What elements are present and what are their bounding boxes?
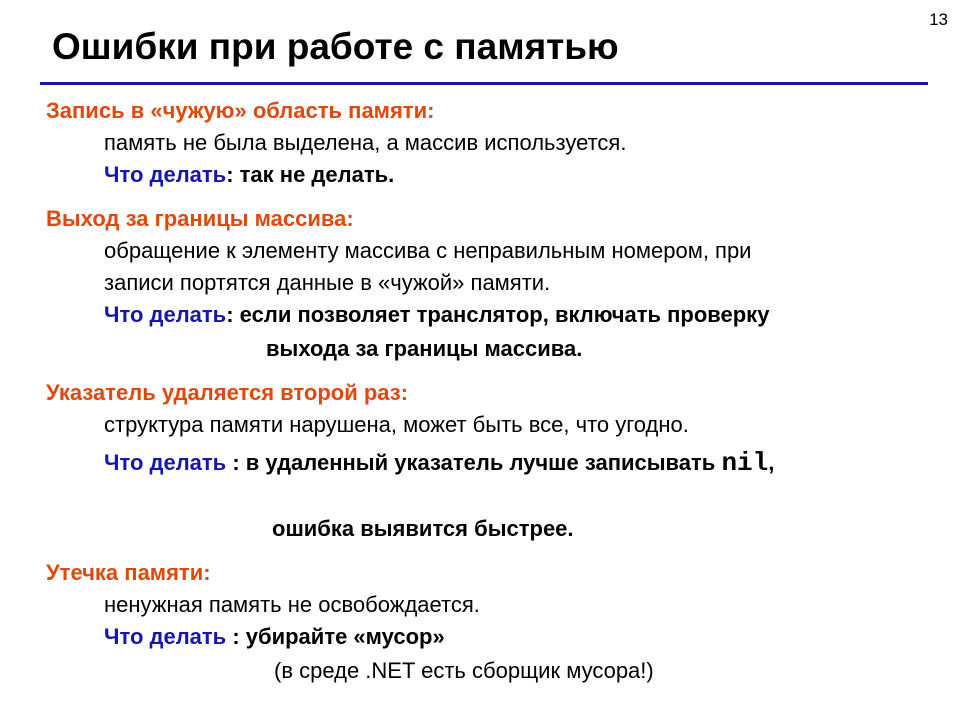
todo-text: в удаленный указатель лучше записывать — [245, 450, 722, 475]
section-heading-memory-leak: Утечка памяти: — [46, 560, 211, 585]
section-todo-line — [104, 302, 769, 328]
section-heading-array-bounds: Выход за границы массива: — [46, 206, 354, 231]
todo-separator: : — [226, 162, 240, 187]
todo-text: убирайте «мусор» — [245, 624, 445, 649]
todo-text-continuation: выхода за границы массива. — [266, 336, 583, 361]
todo-text: так не делать. — [239, 162, 395, 187]
todo-label: Что делать — [104, 624, 227, 649]
todo-separator: : — [226, 624, 246, 649]
code-nil: nil — [721, 448, 769, 478]
section-todo-line — [104, 450, 774, 476]
section-body-line: обращение к элементу массива с неправильным номером, при — [104, 238, 752, 263]
title-underline — [40, 82, 928, 85]
todo-separator: : — [226, 450, 246, 475]
todo-text-continuation: ошибка выявится быстрее. — [272, 516, 574, 541]
section-body-line: записи портятся данные в «чужой» памяти. — [104, 270, 551, 295]
section-heading-foreign-memory-write: Запись в «чужую» область памяти: — [46, 98, 435, 123]
section-body-line: структура памяти нарушена, может быть все, что угодно. — [104, 412, 689, 437]
todo-text-comma: , — [768, 450, 775, 475]
section-todo-line — [104, 624, 445, 650]
slide-title: Ошибки при работе с памятью — [52, 26, 619, 67]
section-body-line: ненужная память не освобождается. — [104, 592, 480, 617]
section-note: (в среде .NET есть сборщик мусора!) — [274, 658, 654, 683]
todo-separator: : — [226, 302, 240, 327]
todo-label: Что делать — [104, 302, 227, 327]
section-heading-double-delete: Указатель удаляется второй раз: — [46, 380, 409, 405]
todo-label: Что делать — [104, 162, 227, 187]
page-number: 13 — [929, 10, 948, 29]
todo-label: Что делать — [104, 450, 227, 475]
section-body-line: память не была выделена, а массив используется. — [104, 130, 627, 155]
section-todo-line — [104, 162, 394, 188]
todo-text: если позволяет транслятор, включать проверку — [239, 302, 770, 327]
